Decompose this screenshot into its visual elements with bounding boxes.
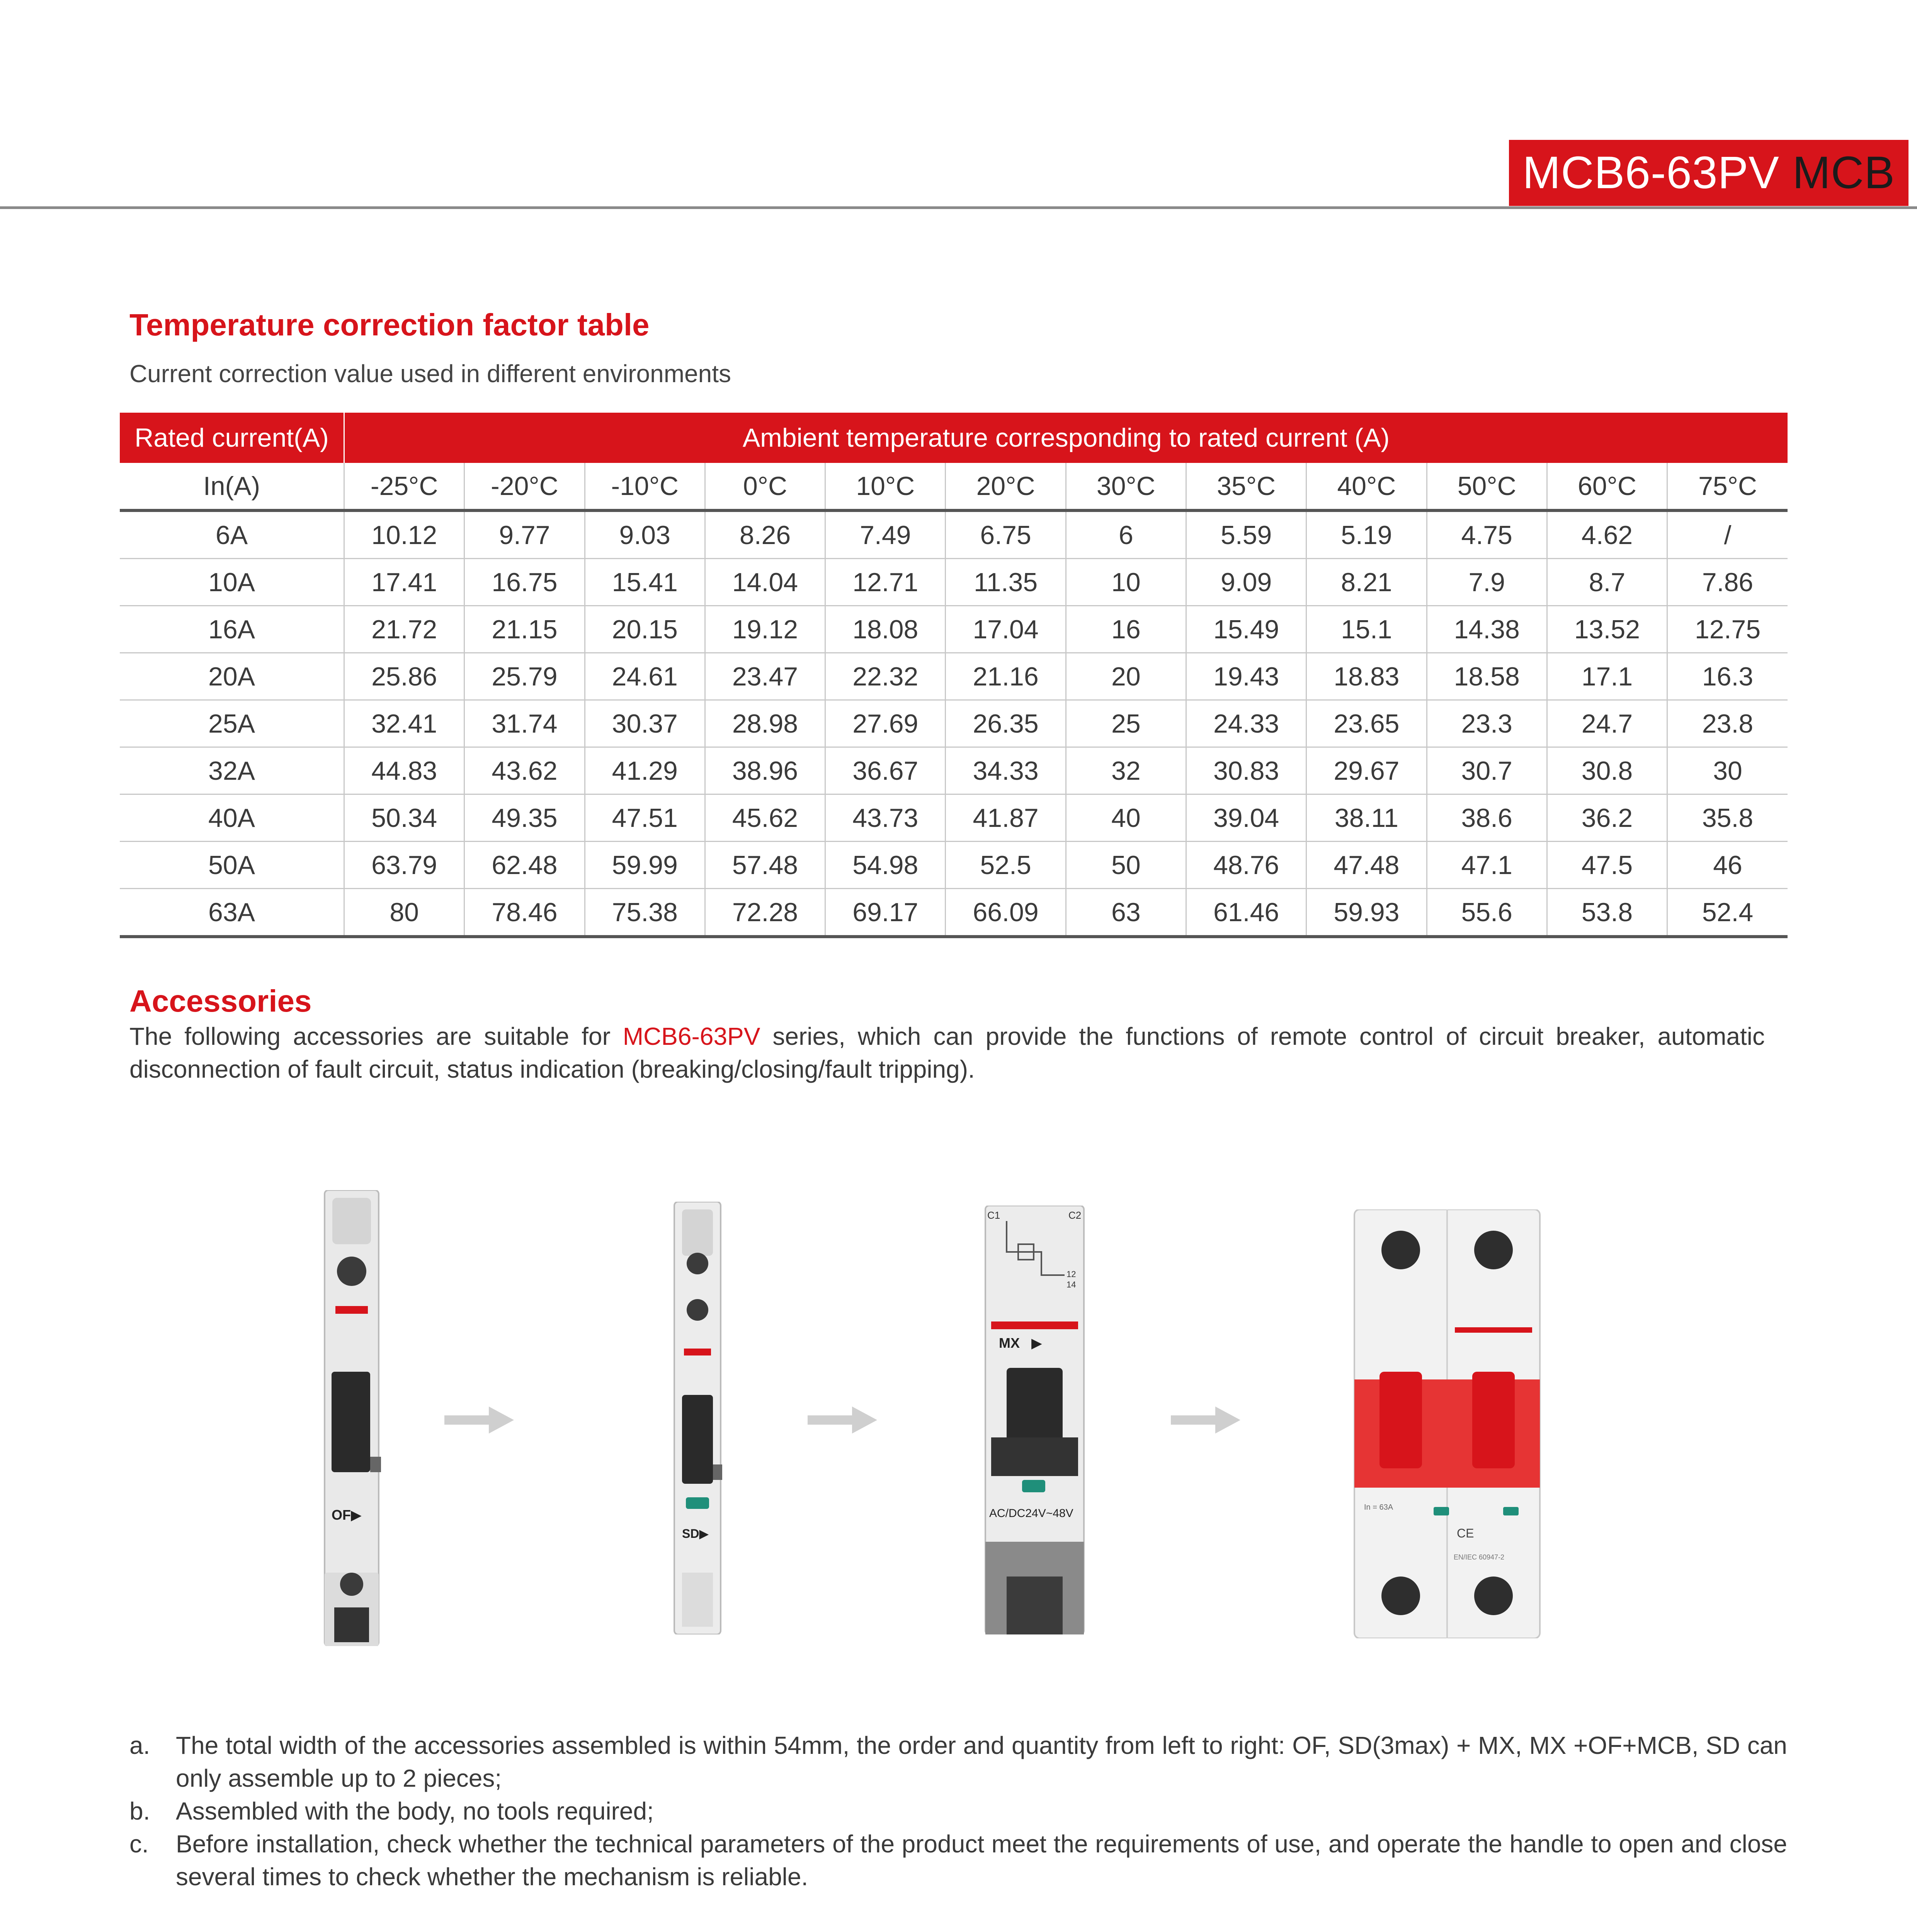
correction-value-cell: 66.09 <box>946 889 1066 937</box>
table-row <box>120 747 1788 794</box>
correction-value-cell: 15.1 <box>1306 606 1427 653</box>
correction-value-cell: 6.75 <box>946 510 1066 559</box>
correction-value-cell: 34.33 <box>946 747 1066 794</box>
rated-current-cell: 40A <box>120 794 344 842</box>
rated-current-cell: 6A <box>120 510 344 559</box>
correction-value-cell: 69.17 <box>825 889 946 937</box>
correction-value-cell: 25 <box>1066 700 1186 747</box>
model-tag: MCB <box>1792 147 1895 198</box>
mx-12-label: 12 <box>1067 1269 1076 1279</box>
correction-value-cell: 27.69 <box>825 700 946 747</box>
correction-value-cell: 10 <box>1066 559 1186 606</box>
correction-value-cell: 75.38 <box>585 889 705 937</box>
rated-current-cell: 32A <box>120 747 344 794</box>
correction-value-cell: 20.15 <box>585 606 705 653</box>
mx-14-label: 14 <box>1067 1280 1076 1289</box>
correction-value-cell: 11.35 <box>946 559 1066 606</box>
correction-value-cell: 15.41 <box>585 559 705 606</box>
correction-value-cell: 22.32 <box>825 653 946 700</box>
correction-value-cell: 30.37 <box>585 700 705 747</box>
correction-value-cell: 48.76 <box>1186 842 1306 889</box>
correction-value-cell: 18.83 <box>1306 653 1427 700</box>
correction-value-cell: 62.48 <box>464 842 585 889</box>
correction-value-cell: 4.75 <box>1427 510 1547 559</box>
correction-value-cell: 13.52 <box>1547 606 1667 653</box>
correction-value-cell: 7.49 <box>825 510 946 559</box>
correction-value-cell: 8.26 <box>705 510 825 559</box>
note-text: Before installation, check whether the technical parameters of the product meet the requirements of use, and operate the handle to open and close several times to check whether the mechanism is reliable. <box>176 1830 1787 1891</box>
correction-value-cell: 19.43 <box>1186 653 1306 700</box>
mcb-image <box>1352 1209 1542 1638</box>
mcb-standard-label: EN/IEC 60947-2 <box>1454 1553 1505 1561</box>
correction-value-cell: 55.6 <box>1427 889 1547 937</box>
mx-c1-label: C1 <box>987 1209 1000 1221</box>
arrow-right-icon <box>1171 1405 1240 1435</box>
sd-accessory-drawing <box>670 1202 725 1634</box>
correction-value-cell: 47.48 <box>1306 842 1427 889</box>
mx-label: MX ▶ <box>999 1335 1042 1351</box>
table-row <box>120 794 1788 842</box>
accessories-title: Accessories <box>129 984 312 1018</box>
correction-value-cell: 23.65 <box>1306 700 1427 747</box>
correction-value-cell: 46 <box>1667 842 1788 889</box>
correction-value-cell: 25.79 <box>464 653 585 700</box>
correction-value-cell: 50.34 <box>344 794 464 842</box>
temperature-header-cell: 20°C <box>946 463 1066 510</box>
correction-value-cell: 28.98 <box>705 700 825 747</box>
correction-value-cell: 36.67 <box>825 747 946 794</box>
table-row <box>120 842 1788 889</box>
temperature-header-cell: 10°C <box>825 463 946 510</box>
ambient-temperature-header: Ambient temperature corresponding to rated current (A) <box>344 413 1788 463</box>
note-marker: b. <box>129 1797 150 1825</box>
rated-current-cell: 20A <box>120 653 344 700</box>
table-row <box>120 653 1788 700</box>
correction-value-cell: 9.77 <box>464 510 585 559</box>
correction-value-cell: 52.4 <box>1667 889 1788 937</box>
sd-accessory-image <box>670 1202 725 1634</box>
correction-value-cell: 12.75 <box>1667 606 1788 653</box>
table-row <box>120 700 1788 747</box>
temperature-header-cell: -20°C <box>464 463 585 510</box>
accessories-para-model: MCB6-63PV <box>623 1022 760 1050</box>
temperature-correction-table <box>120 413 1788 938</box>
note-text: The total width of the accessories assembled is within 54mm, the order and quantity from left to right: OF, SD(3max) + MX, MX +OF+MCB, SD can only assemble up to 2 pieces; <box>176 1731 1787 1792</box>
correction-value-cell: 38.96 <box>705 747 825 794</box>
accessories-paragraph <box>129 1020 1765 1086</box>
correction-value-cell: 26.35 <box>946 700 1066 747</box>
note-marker: c. <box>129 1830 149 1858</box>
correction-value-cell: 32.41 <box>344 700 464 747</box>
note-item <box>129 1795 1787 1828</box>
temperature-header-cell: 40°C <box>1306 463 1427 510</box>
correction-value-cell: 32 <box>1066 747 1186 794</box>
temperature-header-cell: -25°C <box>344 463 464 510</box>
correction-value-cell: 24.7 <box>1547 700 1667 747</box>
correction-value-cell: 29.67 <box>1306 747 1427 794</box>
rated-current-cell: 10A <box>120 559 344 606</box>
rated-current-header: Rated current(A) <box>120 413 344 463</box>
correction-value-cell: 49.35 <box>464 794 585 842</box>
correction-value-cell: 24.61 <box>585 653 705 700</box>
correction-value-cell: 31.74 <box>464 700 585 747</box>
of-accessory-image <box>317 1190 384 1646</box>
accessories-para-end: series, which can provide the functions of remote control of circuit breaker, automatic disconnection of fault circuit, status indication (breaking/closing/fault tripping). <box>129 1022 1765 1083</box>
table-row <box>120 889 1788 937</box>
correction-value-cell: 4.62 <box>1547 510 1667 559</box>
correction-value-cell: 47.5 <box>1547 842 1667 889</box>
temperature-row <box>120 463 1788 510</box>
correction-value-cell: 57.48 <box>705 842 825 889</box>
correction-value-cell: 5.59 <box>1186 510 1306 559</box>
temperature-header-cell: 35°C <box>1186 463 1306 510</box>
correction-value-cell: 59.93 <box>1306 889 1427 937</box>
correction-value-cell: 72.28 <box>705 889 825 937</box>
correction-value-cell: 16.75 <box>464 559 585 606</box>
table-row <box>120 510 1788 559</box>
correction-value-cell: 16.3 <box>1667 653 1788 700</box>
correction-value-cell: 43.62 <box>464 747 585 794</box>
correction-value-cell: 47.1 <box>1427 842 1547 889</box>
correction-value-cell: 30.8 <box>1547 747 1667 794</box>
correction-value-cell: 40 <box>1066 794 1186 842</box>
correction-value-cell: 80 <box>344 889 464 937</box>
correction-value-cell: 78.46 <box>464 889 585 937</box>
correction-value-cell: 21.15 <box>464 606 585 653</box>
model-name: MCB6-63PV <box>1522 147 1779 198</box>
correction-value-cell: 38.6 <box>1427 794 1547 842</box>
mcb-drawing <box>1352 1209 1542 1638</box>
rated-current-cell: 25A <box>120 700 344 747</box>
temp-section-subtitle: Current correction value used in different environments <box>129 360 731 388</box>
mx-voltage-label: AC/DC24V~48V <box>989 1507 1073 1520</box>
correction-value-cell: 12.71 <box>825 559 946 606</box>
correction-value-cell: 41.87 <box>946 794 1066 842</box>
correction-value-cell: 9.03 <box>585 510 705 559</box>
temperature-header-cell: 60°C <box>1547 463 1667 510</box>
correction-value-cell: 21.16 <box>946 653 1066 700</box>
correction-value-cell: 39.04 <box>1186 794 1306 842</box>
mx-accessory-image <box>983 1206 1086 1634</box>
correction-value-cell: 41.29 <box>585 747 705 794</box>
model-badge <box>1509 140 1908 206</box>
temperature-header-cell: 50°C <box>1427 463 1547 510</box>
table-body <box>120 510 1788 937</box>
correction-value-cell: 59.99 <box>585 842 705 889</box>
correction-value-cell: 35.8 <box>1667 794 1788 842</box>
correction-value-cell: 14.38 <box>1427 606 1547 653</box>
correction-value-cell: 5.19 <box>1306 510 1427 559</box>
correction-value-cell: 7.86 <box>1667 559 1788 606</box>
note-item <box>129 1729 1787 1795</box>
correction-value-cell: 8.21 <box>1306 559 1427 606</box>
correction-value-cell: 8.7 <box>1547 559 1667 606</box>
note-marker: a. <box>129 1731 150 1759</box>
correction-value-cell: 38.11 <box>1306 794 1427 842</box>
correction-value-cell: 63 <box>1066 889 1186 937</box>
accessories-para-start: The following accessories are suitable for <box>129 1022 623 1050</box>
correction-value-cell: 54.98 <box>825 842 946 889</box>
correction-value-cell: 17.41 <box>344 559 464 606</box>
temperature-header-cell: -10°C <box>585 463 705 510</box>
table-row <box>120 606 1788 653</box>
temperature-header-cell: 0°C <box>705 463 825 510</box>
table-row <box>120 559 1788 606</box>
rated-current-cell: 63A <box>120 889 344 937</box>
correction-value-cell: 20 <box>1066 653 1186 700</box>
correction-value-cell: 61.46 <box>1186 889 1306 937</box>
correction-value-cell: 10.12 <box>344 510 464 559</box>
temperature-header-cell: 75°C <box>1667 463 1788 510</box>
note-text: Assembled with the body, no tools required; <box>176 1797 654 1825</box>
correction-value-cell: 25.86 <box>344 653 464 700</box>
correction-value-cell: 23.47 <box>705 653 825 700</box>
correction-value-cell: / <box>1667 510 1788 559</box>
correction-value-cell: 36.2 <box>1547 794 1667 842</box>
correction-value-cell: 24.33 <box>1186 700 1306 747</box>
correction-value-cell: 15.49 <box>1186 606 1306 653</box>
mcb-ce-mark: CE <box>1457 1526 1474 1540</box>
of-label: OF▶ <box>332 1507 362 1523</box>
correction-value-cell: 9.09 <box>1186 559 1306 606</box>
mx-c2-label: C2 <box>1068 1209 1082 1221</box>
correction-value-cell: 30 <box>1667 747 1788 794</box>
arrow-right-icon <box>808 1405 877 1435</box>
of-accessory-drawing <box>317 1190 384 1646</box>
temperature-header-cell: 30°C <box>1066 463 1186 510</box>
correction-value-cell: 44.83 <box>344 747 464 794</box>
in-column-header: In(A) <box>120 463 344 510</box>
temp-section-title: Temperature correction factor table <box>129 308 650 342</box>
arrow-right-icon <box>444 1405 514 1435</box>
rated-current-cell: 50A <box>120 842 344 889</box>
correction-value-cell: 17.04 <box>946 606 1066 653</box>
note-item <box>129 1828 1787 1893</box>
correction-value-cell: 16 <box>1066 606 1186 653</box>
correction-value-cell: 23.3 <box>1427 700 1547 747</box>
correction-value-cell: 14.04 <box>705 559 825 606</box>
sd-label: SD▶ <box>682 1527 709 1541</box>
correction-value-cell: 50 <box>1066 842 1186 889</box>
correction-value-cell: 53.8 <box>1547 889 1667 937</box>
installation-notes <box>129 1729 1787 1893</box>
correction-value-cell: 63.79 <box>344 842 464 889</box>
correction-value-cell: 30.83 <box>1186 747 1306 794</box>
correction-value-cell: 18.08 <box>825 606 946 653</box>
correction-value-cell: 23.8 <box>1667 700 1788 747</box>
correction-value-cell: 19.12 <box>705 606 825 653</box>
rated-current-cell: 16A <box>120 606 344 653</box>
correction-value-cell: 17.1 <box>1547 653 1667 700</box>
correction-value-cell: 18.58 <box>1427 653 1547 700</box>
correction-value-cell: 30.7 <box>1427 747 1547 794</box>
correction-value-cell: 21.72 <box>344 606 464 653</box>
header-rule <box>0 206 1917 209</box>
correction-value-cell: 52.5 <box>946 842 1066 889</box>
correction-value-cell: 43.73 <box>825 794 946 842</box>
mcb-spec-label: In = 63A <box>1364 1503 1393 1512</box>
correction-value-cell: 7.9 <box>1427 559 1547 606</box>
correction-value-cell: 47.51 <box>585 794 705 842</box>
correction-value-cell: 45.62 <box>705 794 825 842</box>
table-header-row <box>120 413 1788 463</box>
correction-value-cell: 6 <box>1066 510 1186 559</box>
